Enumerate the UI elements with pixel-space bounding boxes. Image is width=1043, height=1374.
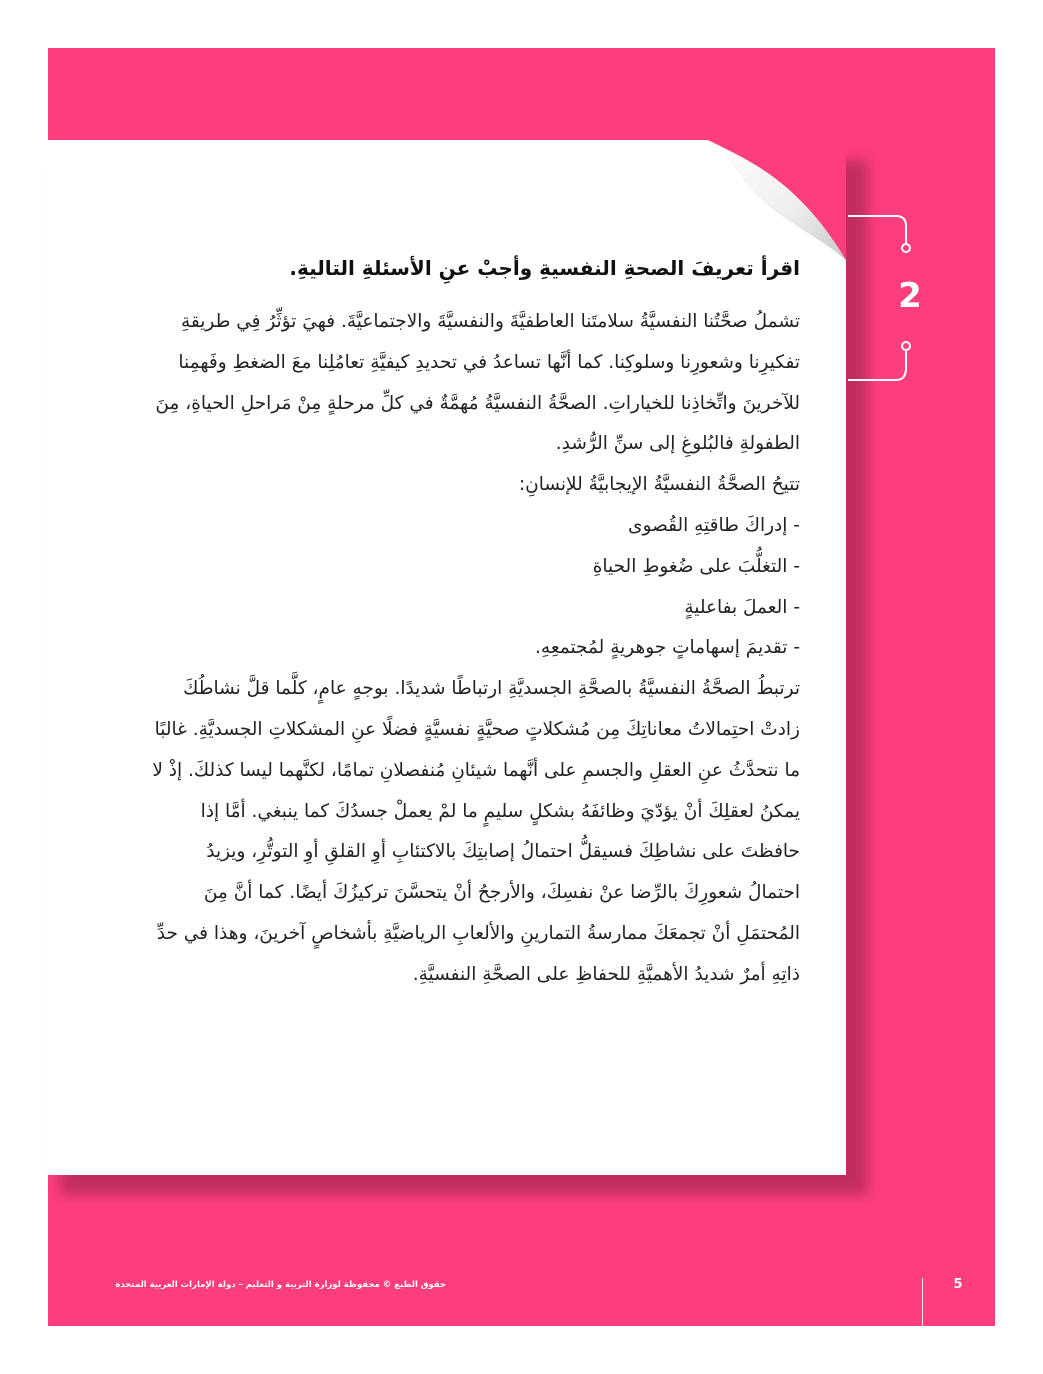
page-curl-icon [708, 140, 848, 265]
lesson-number: 2 [898, 276, 922, 316]
list-item: - العملَ بفاعليةٍ [684, 596, 800, 618]
page-number: 5 [953, 1277, 963, 1292]
list-item: - التغلُّبَ على ضُغوطِ الحياةِ [592, 555, 800, 577]
page-title: اقرأ تعريفَ الصحةِ النفسيةِ وأجبْ عنِ الأسئلةِ التاليةِ. [289, 256, 800, 280]
paragraph-physical-health: ترتبطُ الصحَّةُ النفسيَّةُ بالصحَّةِ الجسديَّةِ ارتباطًا شديدًا. بوجهٍ عامٍ، كلَّما قلَّ نشاطُكَ زادتْ احتِمالاتُ معاناتِكَ مِن مُشكلاتٍ صحيَّةٍ نفسيَّةٍ فضلًا عنِ المشكلاتِ الجسديَّةِ. غالبًا ما نتحدَّثُ عنِ العقلِ والجسمِ على أنَّهما شيئانِ مُنفصلانِ تمامًا، لكنَّهما ليسا كذلكَ. إذْ لا يمكنُ لعقلِكَ أنْ يؤدّيَ وظائفَهُ بشكلٍ سليمٍ ما لمْ يعملْ جسدُكَ كما ينبغي. أمَّا إذا حافظتَ على نشاطِكَ فسيقلُّ احتمالُ إصابتِكَ بالاكتئابِ أوِ القلقِ أوِ التوتُّرِ، ويزيدُ احتمالُ شعورِكَ بالرِّضا عنْ نفسِكَ، والأرجحُ أنْ يتحسَّنَ تركيزُكَ أيضًا. كما أنَّ مِنَ المُحتمَلِ أنْ تجمعَكَ ممارسةُ التمارينِ والألعابِ الرياضيَّةِ بأشخاصٍ آخرينَ، وهذا في حدِّ ذاتِهِ أمرٌ شديدُ الأهميَّةِ للحفاظِ على الصحَّةِ النفسيَّةِ. [152, 678, 800, 985]
list-item: - تقديمَ إسهاماتٍ جوهريةٍ لمُجتمعِهِ. [535, 637, 800, 659]
paragraph-definition: تشملُ صحَّتُنا النفسيَّةُ سلامتَنا العاطفيَّةَ والنفسيَّةَ والاجتماعيَّةَ. فهيَ تؤثِّرُ فِي طريقةِ تفكيرِنا وشعورِنا وسلوكِنا. كما أنَّها تساعدُ في تحديدِ كيفيَّةِ تعامُلِنا معَ الضغطِ وفَهمِنا للآخرينَ واتِّخاذِنا للخياراتِ. الصحَّةُ النفسيَّةُ مُهمَّةٌ في كلِّ مرحلةٍ مِنْ مَراحلِ الحياةِ، مِنَ الطفولةِ فالبُلوغِ إلى سنِّ الرُّشدِ. [155, 311, 800, 455]
copyright-notice: حقوق الطبع © محفوظة لوزارة التربية و التعليم – دولة الإمارات العربية المتحدة [115, 1280, 446, 1290]
content-body [150, 250, 800, 996]
footer-divider [922, 1278, 923, 1326]
list-intro: تتيحُ الصحَّةُ النفسيَّةُ الإيجابيَّةُ للإنسانِ: [518, 474, 800, 496]
list-item: - إدراكَ طاقتِهِ القُصوى [628, 514, 800, 536]
